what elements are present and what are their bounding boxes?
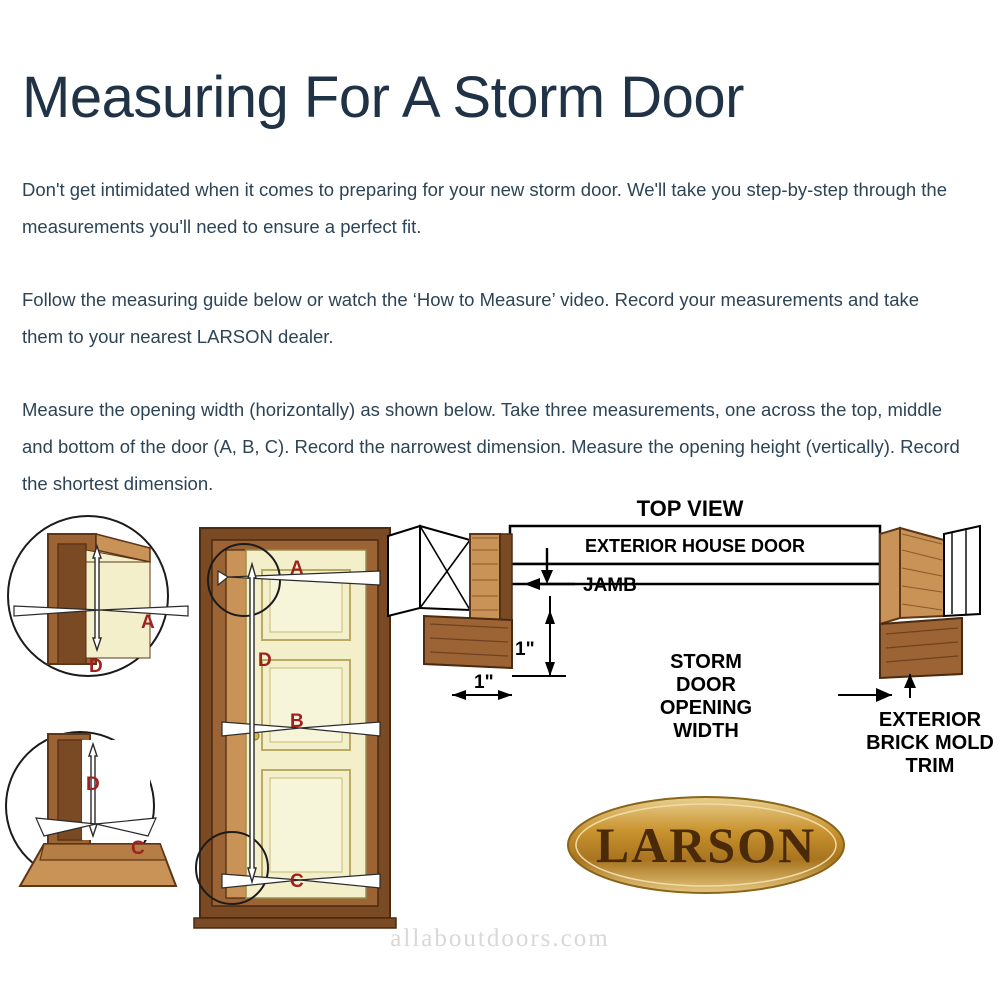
top-view-heading: TOP VIEW (636, 496, 744, 521)
inch-dimension-upper (512, 596, 566, 676)
brick-mold-line-3: TRIM (905, 755, 955, 777)
site-watermark: allaboutdoors.com (390, 925, 610, 952)
opening-width-line-3: OPENING (659, 697, 753, 719)
intro-paragraph-3: Measure the opening width (horizontally) as shown below. Take three measurements, one across the top, middle and bottom of the door (A, B, C). Record the narrowest dimension. Measure the opening height (vertically). Record the shortest dimension. (22, 398, 960, 494)
door-label-a: A (290, 558, 304, 579)
larson-logo (568, 797, 844, 893)
opening-width-line-1: STORM (670, 651, 742, 673)
door-label-c: C (290, 871, 304, 892)
door-label-b: B (290, 711, 304, 732)
intro-paragraph-2: Follow the measuring guide below or watch the ‘How to Measure’ video. Record your measurements and take them to your nearest LARSON dealer. (22, 288, 920, 347)
inch-label-2: 1" (474, 672, 494, 693)
left-detail-label-d-bottom: D (86, 774, 100, 795)
door-label-d: D (258, 650, 272, 671)
left-detail-label-c: C (131, 838, 145, 859)
brick-mold-callout-arrows (838, 674, 916, 702)
opening-width-line-2: DOOR (676, 674, 736, 696)
top-view-door-label: EXTERIOR HOUSE DOOR (584, 536, 806, 556)
inch-label-1: 1" (515, 639, 535, 660)
top-view-left-framing (388, 526, 512, 668)
intro-paragraph-1: Don't get intimidated when it comes to preparing for your new storm door. We'll take you step-by-step through the measurements you'll need to ensure a perfect fit. (22, 178, 947, 237)
left-top-detail-circle (8, 516, 168, 676)
left-bottom-detail-circle (6, 732, 176, 886)
opening-width-line-4: WIDTH (673, 720, 739, 742)
brick-mold-line-2: BRICK MOLD (866, 732, 994, 754)
jamb-label: JAMB (583, 575, 637, 596)
brick-mold-line-1: EXTERIOR (878, 709, 982, 731)
larson-logo-text: LARSON (595, 817, 817, 873)
top-view-right-framing (880, 526, 980, 678)
left-detail-label-d-top: D (89, 656, 103, 677)
left-detail-label-a: A (141, 612, 155, 633)
measuring-diagram (0, 488, 1000, 988)
top-view-house-door (510, 526, 880, 584)
page-title: Measuring For A Storm Door (22, 64, 744, 130)
